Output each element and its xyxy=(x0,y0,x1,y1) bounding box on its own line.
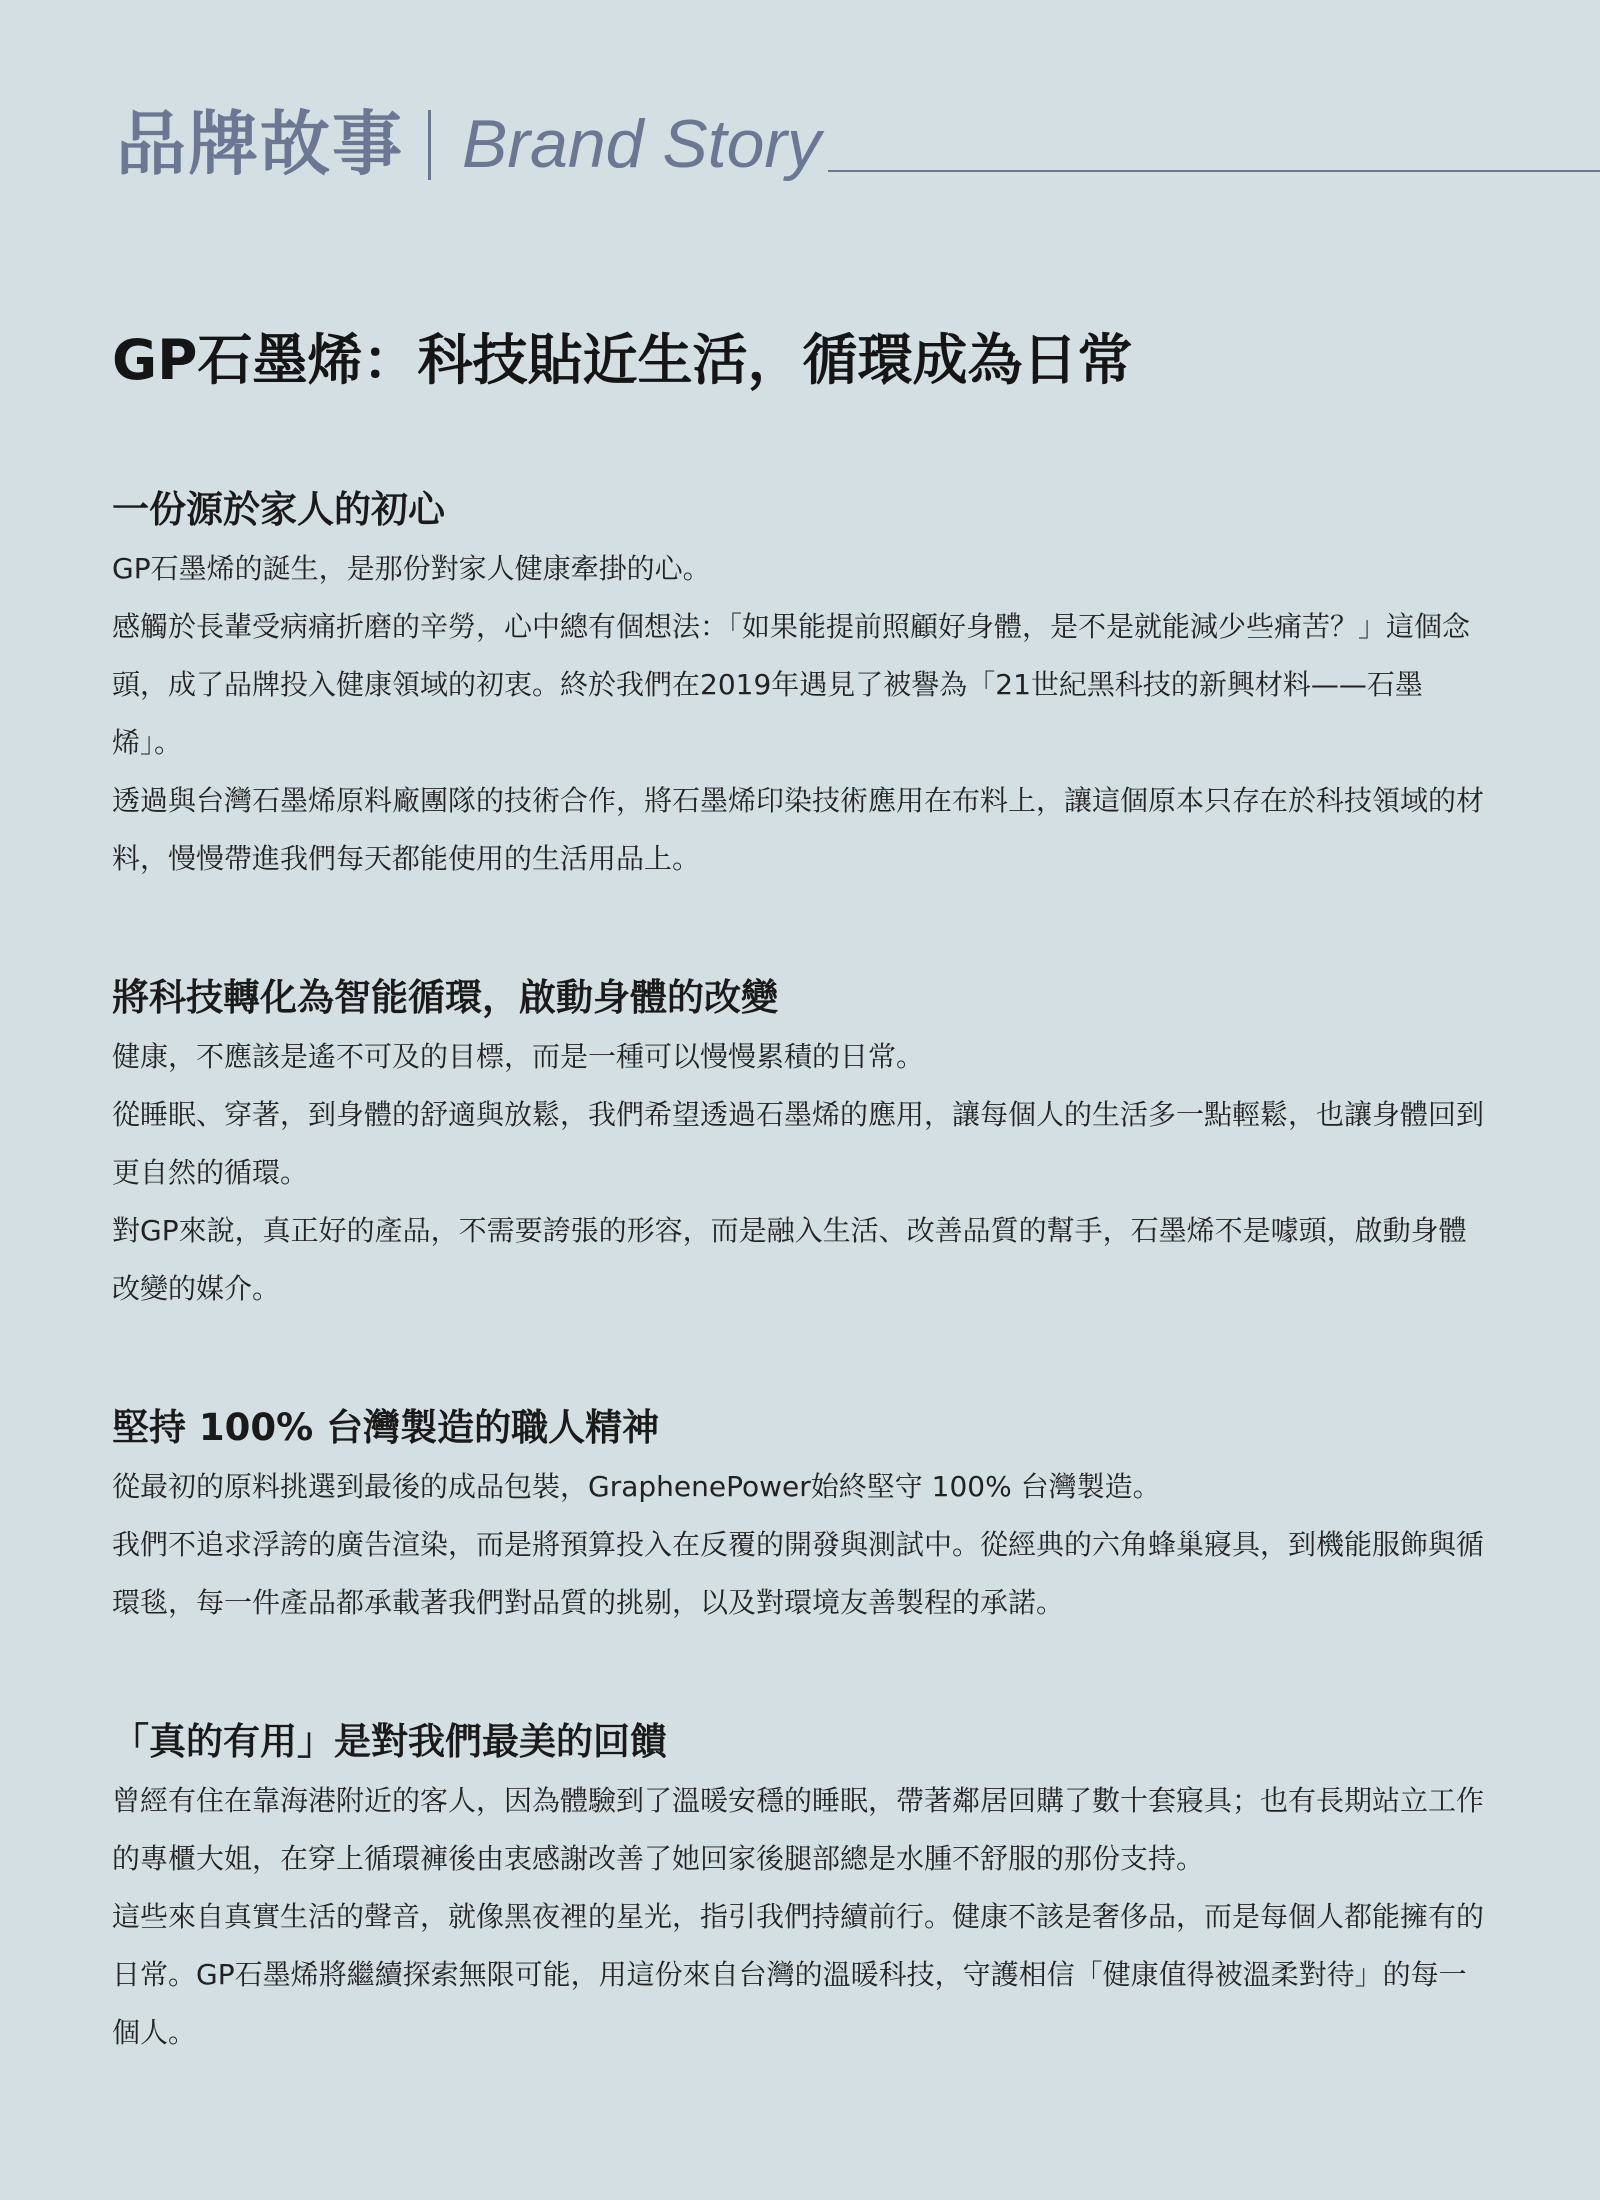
section-paragraph: 這些來自真實生活的聲音，就像黑夜裡的星光，指引我們持續前行。健康不該是奢侈品，而是每個人都能擁有的日常。GP石墨烯將繼續探索無限可能，用這份來自台灣的溫暖科技，守護相信「健康值得被溫柔對待」的每一個人。 xyxy=(112,1900,1485,2049)
section-heading: 將科技轉化為智能循環，啟動身體的改變 xyxy=(112,976,778,1019)
section-heading: 「真的有用」是對我們最美的回饋 xyxy=(112,1720,667,1763)
section-heading: 堅持 100% 台灣製造的職人精神 xyxy=(112,1406,660,1449)
section-paragraph: GP石墨烯的誕生，是那份對家人健康牽掛的心。 xyxy=(112,552,711,585)
header-divider xyxy=(428,110,431,180)
section-paragraph: 健康，不應該是遙不可及的目標，而是一種可以慢慢累積的日常。 xyxy=(112,1040,925,1073)
section-paragraph: 從睡眠、穿著，到身體的舒適與放鬆，我們希望透過石墨烯的應用，讓每個人的生活多一點輕鬆，也讓身體回到更自然的循環。 xyxy=(112,1098,1485,1189)
section-paragraph: 透過與台灣石墨烯原料廠團隊的技術合作，將石墨烯印染技術應用在布料上，讓這個原本只存在於科技領域的材料，慢慢帶進我們每天都能使用的生活用品上。 xyxy=(112,784,1485,875)
section-origin xyxy=(112,480,1492,888)
section-technology xyxy=(112,968,1492,1318)
header-title-en: Brand Story xyxy=(462,106,822,182)
story-content xyxy=(112,320,1492,2062)
header-title-zh: 品牌故事 xyxy=(116,103,404,185)
header-rule-line xyxy=(828,170,1600,172)
section-heading: 一份源於家人的初心 xyxy=(112,488,445,531)
section-made-in-taiwan xyxy=(112,1398,1492,1632)
main-title: GP石墨烯：科技貼近生活，循環成為日常 xyxy=(112,328,1133,392)
section-feedback xyxy=(112,1712,1492,2062)
section-paragraph: 我們不追求浮誇的廣告渲染，而是將預算投入在反覆的開發與測試中。從經典的六角蜂巢寢具，到機能服飾與循環毯，每一件產品都承載著我們對品質的挑剔，以及對環境友善製程的承諾。 xyxy=(112,1528,1485,1619)
page-header xyxy=(112,100,1600,190)
section-paragraph: 感觸於長輩受病痛折磨的辛勞，心中總有個想法：「如果能提前照顧好身體，是不是就能減少些痛苦？」這個念頭，成了品牌投入健康領域的初衷。終於我們在2019年遇見了被譽為「21世紀黑科技的新興材料——石墨烯」。 xyxy=(112,610,1471,759)
section-paragraph: 從最初的原料挑選到最後的成品包裝，GraphenePower始終堅守 100% 台灣製造。 xyxy=(112,1470,1161,1503)
section-paragraph: 曾經有住在靠海港附近的客人，因為體驗到了溫暖安穩的睡眠，帶著鄰居回購了數十套寢具；也有長期站立工作的專櫃大姐，在穿上循環褲後由衷感謝改善了她回家後腿部總是水腫不舒服的那份支持。 xyxy=(112,1784,1485,1875)
section-paragraph: 對GP來說，真正好的產品，不需要誇張的形容，而是融入生活、改善品質的幫手，石墨烯不是噱頭，啟動身體改變的媒介。 xyxy=(112,1214,1467,1305)
